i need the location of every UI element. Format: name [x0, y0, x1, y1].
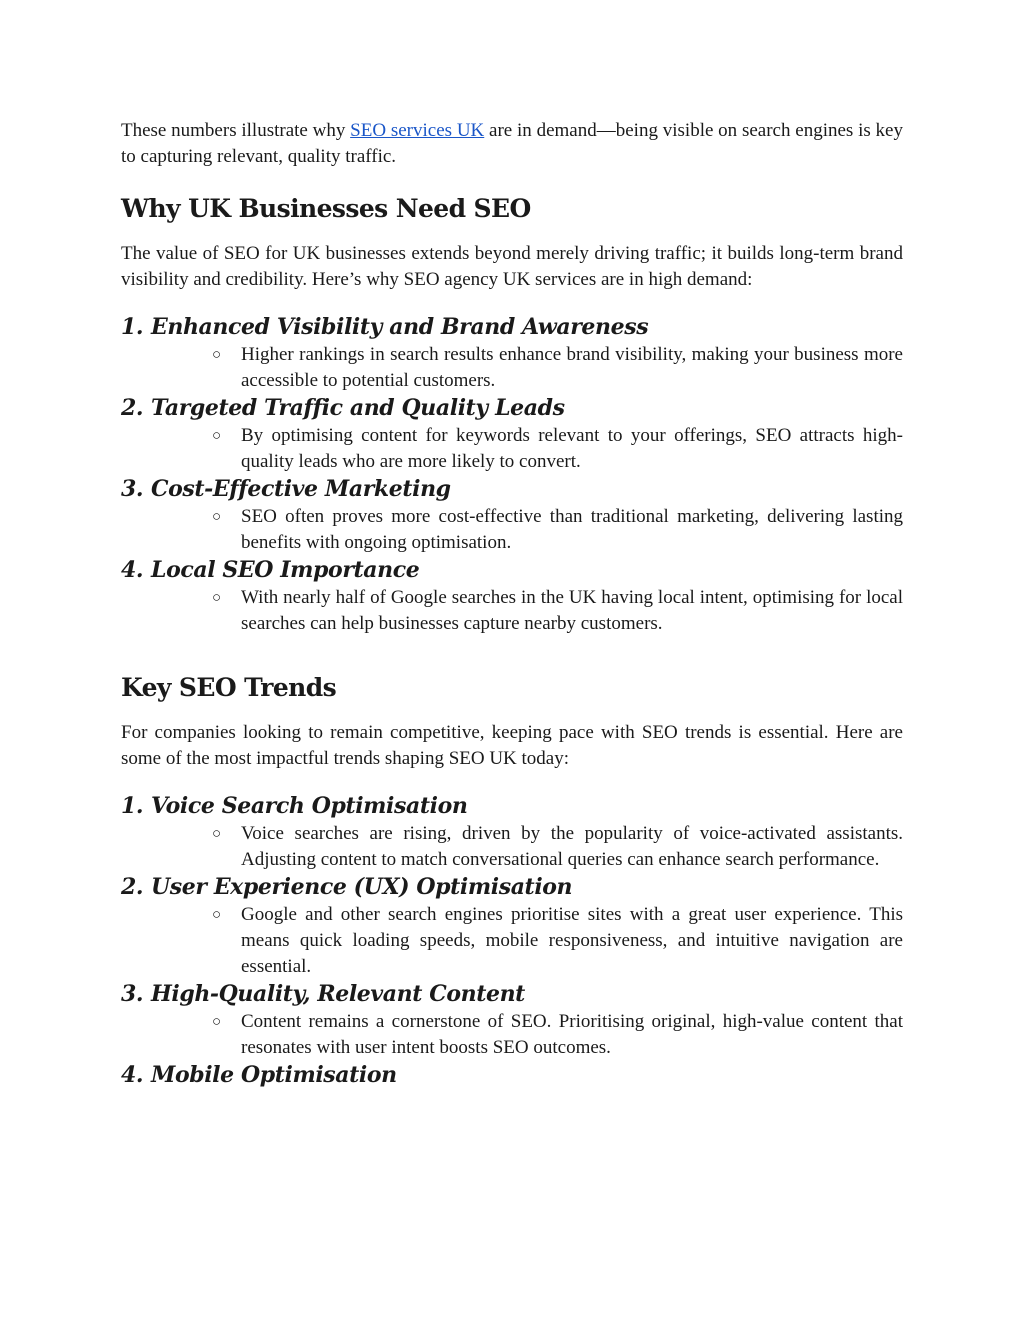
why-section-list	[121, 313, 903, 637]
list-item	[121, 313, 903, 394]
sub-list-item-text: With nearly half of Google searches in the UK having local intent, optimising for local searches can help businesses capture nearby customers.	[241, 587, 903, 634]
list-item-title-text: High-Quality, Relevant Content	[151, 981, 525, 1007]
list-item-title-text: Cost-Effective Marketing	[151, 476, 451, 502]
list-item	[121, 394, 903, 475]
hollow-circle-bullet-icon: ○	[212, 428, 222, 444]
list-item	[121, 1061, 903, 1090]
sub-list	[121, 342, 903, 394]
hollow-circle-bullet-icon: ○	[212, 509, 222, 525]
list-item-title-text: Mobile Optimisation	[151, 1062, 397, 1088]
sub-list-item	[212, 423, 903, 475]
list-item	[121, 792, 903, 873]
sub-list-item-text: Voice searches are rising, driven by the popularity of voice-activated assistants. Adjusting content to match conversational queries can enhance search performance.	[241, 823, 903, 870]
list-item-number: 4.	[121, 1062, 144, 1088]
why-section-heading: Why UK Businesses Need SEO	[121, 194, 531, 223]
list-item-number: 2.	[121, 874, 144, 900]
list-item-number: 1.	[121, 793, 144, 819]
seo-services-uk-link[interactable]: SEO services UK	[350, 120, 485, 141]
sub-list-item	[212, 902, 903, 980]
list-item-title	[121, 394, 903, 423]
sub-list-item	[212, 821, 903, 873]
intro-text-after-link: are in demand—being visible on search engines is key to capturing relevant, quality traffic.	[121, 120, 903, 167]
sub-list	[121, 902, 903, 980]
list-item-title	[121, 313, 903, 342]
list-item-title	[121, 980, 903, 1009]
list-item-title	[121, 873, 903, 902]
sub-list-item	[212, 585, 903, 637]
why-section-paragraph: The value of SEO for UK businesses extends beyond merely driving traffic; it builds long-term brand visibility and credibility. Here’s why SEO agency UK services are in high demand:	[121, 243, 903, 290]
list-item	[121, 475, 903, 556]
list-item-title-text: Local SEO Importance	[151, 557, 420, 583]
hollow-circle-bullet-icon: ○	[212, 590, 222, 606]
list-item	[121, 980, 903, 1061]
trends-section-heading: Key SEO Trends	[121, 673, 337, 702]
sub-list-item	[212, 504, 903, 556]
list-item	[121, 556, 903, 637]
trends-section-paragraph: For companies looking to remain competitive, keeping pace with SEO trends is essential. Here are some of the most impactful trends shaping SEO UK today:	[121, 722, 903, 769]
list-item-title-text: Targeted Traffic and Quality Leads	[151, 395, 565, 421]
hollow-circle-bullet-icon: ○	[212, 1014, 222, 1030]
list-item-title-text: User Experience (UX) Optimisation	[151, 874, 573, 900]
sub-list-item-text: Content remains a cornerstone of SEO. Prioritising original, high-value content that resonates with user intent boosts SEO outcomes.	[241, 1011, 903, 1058]
sub-list-item	[212, 342, 903, 394]
hollow-circle-bullet-icon: ○	[212, 907, 222, 923]
sub-list	[121, 1009, 903, 1061]
sub-list-item	[212, 1009, 903, 1061]
sub-list	[121, 821, 903, 873]
list-item-number: 3.	[121, 981, 144, 1007]
list-item-title-text: Voice Search Optimisation	[151, 793, 468, 819]
trends-section-list	[121, 792, 903, 1090]
sub-list-item-text: Higher rankings in search results enhance brand visibility, making your business more accessible to potential customers.	[241, 344, 903, 391]
intro-text-before-link: These numbers illustrate why	[121, 120, 351, 141]
hollow-circle-bullet-icon: ○	[212, 826, 222, 842]
sub-list	[121, 504, 903, 556]
hollow-circle-bullet-icon: ○	[212, 347, 222, 363]
list-item-title-text: Enhanced Visibility and Brand Awareness	[151, 314, 649, 340]
list-item-number: 2.	[121, 395, 144, 421]
list-item-title	[121, 1061, 903, 1090]
list-item	[121, 873, 903, 980]
list-item-number: 4.	[121, 557, 144, 583]
list-item-title	[121, 792, 903, 821]
list-item-number: 3.	[121, 476, 144, 502]
intro-paragraph	[121, 118, 903, 170]
document-page	[121, 118, 903, 1090]
sub-list-item-text: Google and other search engines prioritise sites with a great user experience. This means quick loading speeds, mobile responsiveness, and intuitive navigation are essential.	[241, 904, 903, 977]
sub-list	[121, 585, 903, 637]
sub-list-item-text: By optimising content for keywords relevant to your offerings, SEO attracts high-quality leads who are more likely to convert.	[241, 425, 903, 472]
list-item-title	[121, 556, 903, 585]
list-item-number: 1.	[121, 314, 144, 340]
list-item-title	[121, 475, 903, 504]
sub-list	[121, 423, 903, 475]
sub-list-item-text: SEO often proves more cost-effective than traditional marketing, delivering lasting benefits with ongoing optimisation.	[241, 506, 903, 553]
